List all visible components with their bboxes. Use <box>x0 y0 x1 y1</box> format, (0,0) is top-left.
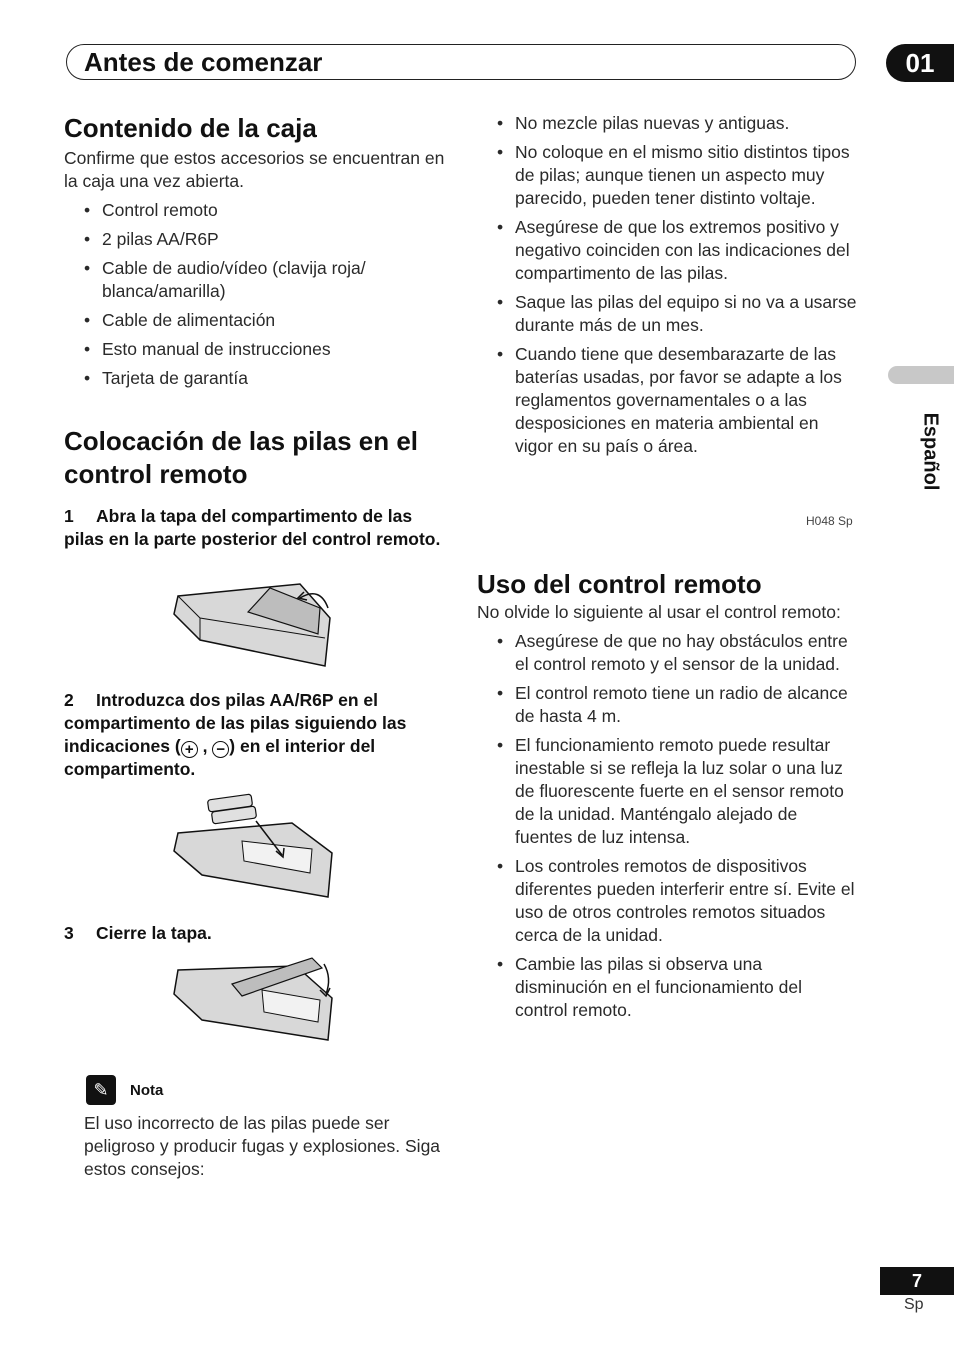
list-item: • Cuando tiene que desembarazarte de las baterías usadas, por favor se adapte a los reglamentos governamentales o a las desposiciones en materia ambiental en vigor en su país o área. <box>497 343 859 458</box>
list-item: • Control remoto <box>84 199 454 222</box>
list-item: • No coloque en el mismo sitio distintos tipos de pilas; aunque tienen un aspecto muy parecido, pueden tener distinto voltaje. <box>497 141 859 210</box>
usage-section <box>477 568 857 1028</box>
plus-icon: + <box>181 741 198 758</box>
step-3 <box>64 922 454 945</box>
batteries-heading: Colocación de las pilas en el control remoto <box>64 426 419 489</box>
step-text: Introduzca dos pilas AA/R6P en el compartimento de las pilas siguiendo las indicaciones ( <box>64 690 407 756</box>
step-number: 1 <box>64 506 74 526</box>
note-label: Nota <box>130 1082 164 1099</box>
step-text-end: ) en el interior del compartimento. <box>64 736 376 779</box>
contents-section <box>64 112 454 396</box>
note-text: El uso incorrecto de las pilas puede ser peligroso y producir fugas y explosiones. Siga estos consejos: <box>84 1113 441 1179</box>
remote-open-lid-illustration <box>170 578 340 670</box>
usage-list <box>497 630 857 1022</box>
chapter-number: 01 <box>886 44 954 82</box>
usage-heading: Uso del control remoto <box>477 569 762 599</box>
step-number: 3 <box>64 923 74 943</box>
page-number: 7 <box>880 1267 954 1295</box>
language-tab-marker <box>888 366 954 384</box>
list-item: • El funcionamiento remoto puede resultar inestable si se refleja la luz solar o una luz de fluorescente fuerte en el sensor remoto de la unidad. Manténgalo alejado de fuentes de luz intensa. <box>497 734 857 849</box>
list-item: • Los controles remotos de dispositivos diferentes pueden interferir entre sí. Evite el uso de otros controles remotos situados cerca de la unidad. <box>497 855 857 947</box>
list-item: • Tarjeta de garantía <box>84 367 454 390</box>
remote-insert-batteries-illustration <box>172 793 338 899</box>
list-item: • Cable de alimentación <box>84 309 454 332</box>
minus-icon: − <box>212 741 229 758</box>
list-item: • Esto manual de instrucciones <box>84 338 454 361</box>
list-item: • Asegúrese de que los extremos positivo y negativo coinciden con las indicaciones del compartimento de las pilas. <box>497 216 859 285</box>
note-pencil-icon: ✎ <box>86 1075 116 1105</box>
list-item: • 2 pilas AA/R6P <box>84 228 454 251</box>
step-number: 2 <box>64 690 74 710</box>
list-item: • Asegúrese de que no hay obstáculos entre el control remoto y el sensor de la unidad. <box>497 630 857 676</box>
list-item: • El control remoto tiene un radio de alcance de hasta 4 m. <box>497 682 857 728</box>
battery-tips-list <box>497 112 859 464</box>
step-2: 2 Introduzca dos pilas AA/R6P en el compartimento de las pilas siguiendo las indicaciones ( + , − ) en el interior del compartimento. <box>64 690 407 779</box>
list-item: • Cambie las pilas si observa una disminución en el funcionamiento del control remoto. <box>497 953 857 1022</box>
step-1 <box>64 505 454 551</box>
contents-list <box>84 199 454 390</box>
contents-intro: Confirme que estos accesorios se encuentran en la caja una vez abierta. <box>64 148 445 191</box>
list-item: • Cable de audio/vídeo (clavija roja/ blanca/amarilla) <box>84 257 454 303</box>
step-text: Abra la tapa del compartimento de las pilas en la parte posterior del control remoto. <box>64 506 441 549</box>
language-tab-label: Español <box>919 412 942 491</box>
remote-close-lid-illustration <box>172 954 338 1044</box>
reference-code: H048 Sp <box>806 514 853 528</box>
page-language-code: Sp <box>904 1296 924 1313</box>
section-title: Antes de comenzar <box>84 47 323 77</box>
step-text: Cierre la tapa. <box>96 923 212 943</box>
contents-heading: Contenido de la caja <box>64 113 317 143</box>
list-item: • Saque las pilas del equipo si no va a usarse durante más de un mes. <box>497 291 859 337</box>
usage-intro: No olvide lo siguiente al usar el control remoto: <box>477 602 841 622</box>
list-item: • No mezcle pilas nuevas y antiguas. <box>497 112 859 135</box>
batteries-section <box>64 425 454 491</box>
